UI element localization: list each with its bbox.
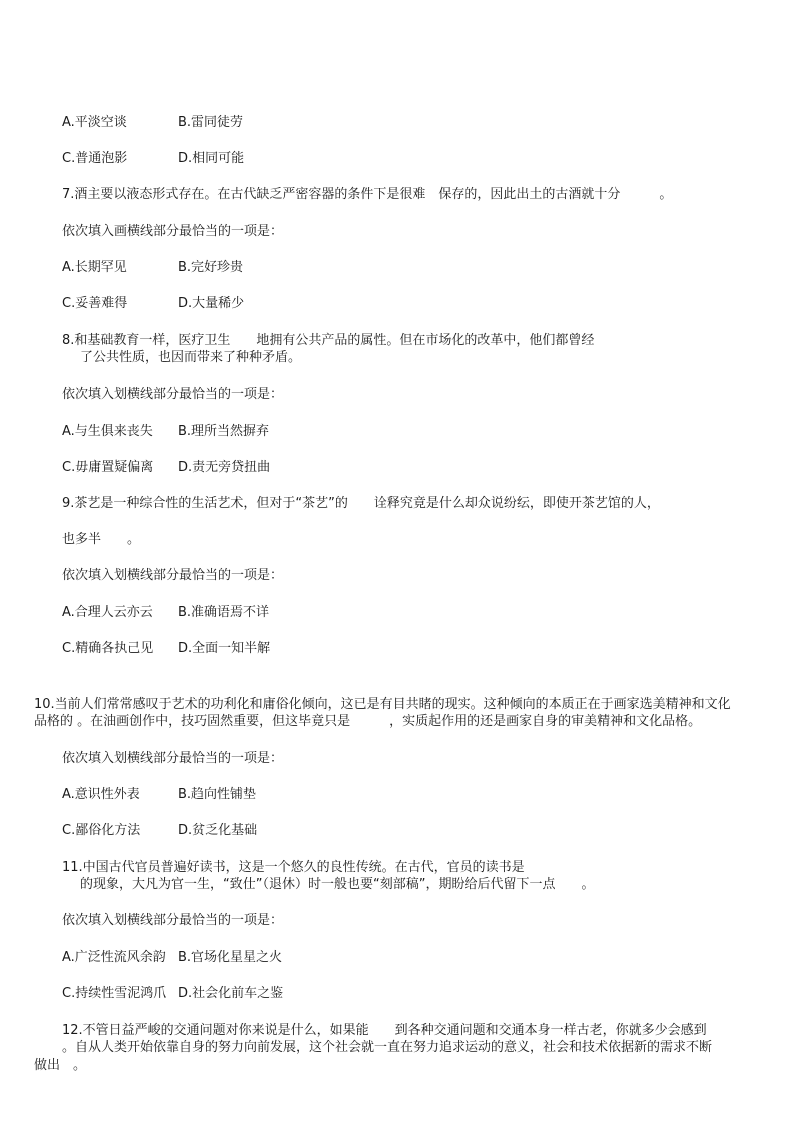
q8-option-b: B.理所当然摒弃 <box>178 424 270 439</box>
q10-option-c: C.鄙俗化方法 <box>62 823 141 838</box>
q8-stem-line2: 了公共性质，也因而带来了种种矛盾。 <box>80 350 302 365</box>
q6-option-d: D.相同可能 <box>178 151 245 166</box>
q11-stem-line1: 11.中国古代官员普遍好读书，这是一个悠久的良性传统。在古代，官员的读书是 <box>62 860 525 875</box>
q8-prompt: 依次填入划横线部分最恰当的一项是： <box>62 387 284 402</box>
q11-option-b: B.官场化星星之火 <box>178 950 283 965</box>
q10-option-b: B.趋向性铺垫 <box>178 787 257 802</box>
q6-option-a: A.平淡空谈 <box>62 115 127 130</box>
q9-option-b: B.准确语焉不详 <box>178 605 270 620</box>
q9-option-d: D.全面一知半解 <box>178 641 271 656</box>
q10-stem-line2: 品格的 。在油画创作中，技巧固然重要，但这毕竟只是 ，实质起作用的还是画家自身的审美精神和文化品格。 <box>34 714 702 729</box>
q10-stem-line1: 10.当前人们常常感叹于艺术的功利化和庸俗化倾向，这已是有目共睹的现实。这种倾向的本质正在于画家选美精神和文化 <box>34 697 731 712</box>
q9-prompt: 依次填入划横线部分最恰当的一项是： <box>62 568 284 583</box>
q8-option-c: C.毋庸置疑偏离 <box>62 460 154 475</box>
q10-option-a: A.意识性外表 <box>62 787 140 802</box>
q12-stem-line2: 。自从人类开始依靠自身的努力向前发展，这个社会就一直在努力追求运动的意义，社会和技术依据新的需求不断 <box>62 1040 713 1055</box>
q7-option-c: C.妥善难得 <box>62 296 128 311</box>
q8-stem-line1: 8.和基础教育一样，医疗卫生 地拥有公共产品的属性。但在市场化的改革中，他们都曾经 <box>62 333 595 348</box>
q11-option-c: C.持续性雪泥鸿爪 <box>62 986 167 1001</box>
q6-option-b: B.雷同徒劳 <box>178 115 244 130</box>
q11-stem-line2: 的现象，大凡为官一生，“致仕”（退休）时一般也要“刻部稿”，期盼给后代留下一点 。 <box>80 877 595 892</box>
q9-stem-line1: 9.茶艺是一种综合性的生活艺术，但对于“茶艺”的 诠释究竟是什么却众说纷纭，即使开茶艺馆的人， <box>62 496 660 511</box>
q9-stem-line2: 也多半 。 <box>62 532 141 547</box>
q8-option-a: A.与生俱来丧失 <box>62 424 153 439</box>
q9-option-a: A.合理人云亦云 <box>62 605 153 620</box>
q11-option-a: A.广泛性流风余韵 <box>62 950 166 965</box>
q8-option-d: D.责无旁贷扭曲 <box>178 460 271 475</box>
q9-option-c: C.精确各执己见 <box>62 641 154 656</box>
q12-stem-line3: 做出 。 <box>34 1058 87 1073</box>
q10-prompt: 依次填入划横线部分最恰当的一项是： <box>62 751 284 766</box>
q6-option-c: C.普通泡影 <box>62 151 128 166</box>
q12-stem-line1: 12.不管日益严峻的交通问题对你来说是什么，如果能 到各种交通问题和交通本身一样古老，你就多少会感到 <box>62 1023 707 1038</box>
q11-option-d: D.社会化前车之鉴 <box>178 986 284 1001</box>
q11-prompt: 依次填入划横线部分最恰当的一项是： <box>62 913 284 928</box>
q7-option-a: A.长期罕见 <box>62 260 127 275</box>
q7-stem: 7.酒主要以液态形式存在。在古代缺乏严密容器的条件下是很难 保存的，因此出土的古酒就十分 。 <box>62 187 673 202</box>
q7-option-b: B.完好珍贵 <box>178 260 244 275</box>
q10-option-d: D.贫乏化基础 <box>178 823 258 838</box>
q7-option-d: D.大量稀少 <box>178 296 245 311</box>
q7-prompt: 依次填入画横线部分最恰当的一项是： <box>62 224 284 239</box>
